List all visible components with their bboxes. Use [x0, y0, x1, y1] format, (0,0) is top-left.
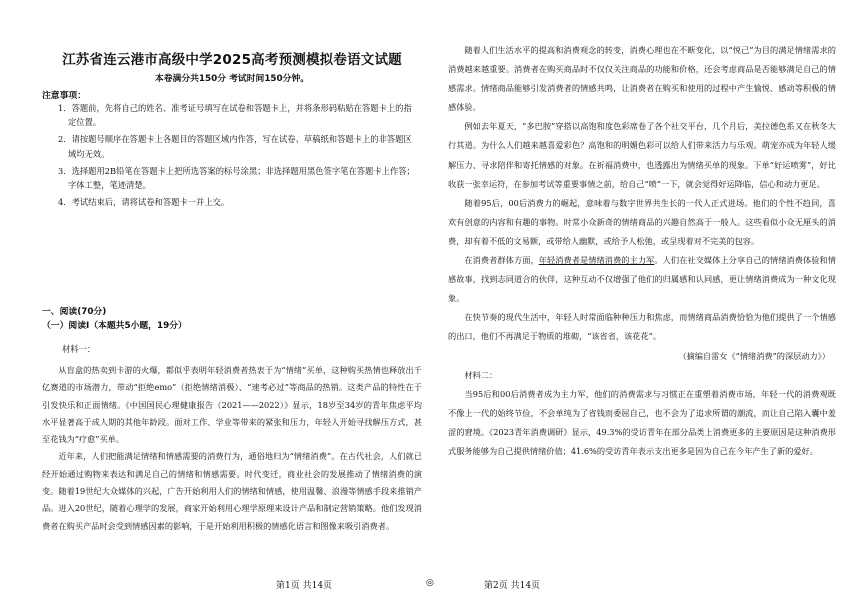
note-item: 1．答题前，先将自己的姓名、准考证号填写在试卷和答题卡上，并将条形码粘贴在答题卡上的指定位置。 — [58, 103, 412, 128]
material-label: 材料二： — [464, 369, 498, 380]
underlined-text: 年轻消费者是情绪消费的主力军 — [538, 255, 655, 266]
subsection-heading: （一）阅读Ⅰ（本题共5小题，19分） — [42, 321, 187, 331]
note-item: 2．请按题号顺序在答题卡上各题目的答题区域内作答，写在试卷、草稿纸和答题卡上的非答题区域均无效。 — [58, 134, 412, 159]
notes-heading: 注意事项： — [42, 91, 86, 101]
paragraph: 在快节奏的现代生活中，年轻人时常面临种种压力和焦虑，而情绪商品消费恰恰为他们提供了一个情感的出口，他们不再满足于物质的堆砌，“该省省，该花花”。 — [448, 312, 836, 342]
page-title: 江苏省连云港市高级中学2025高考预测模拟卷语文试题 — [62, 52, 402, 68]
paragraph: 例如去年夏天，“多巴胺”穿搭以高饱和度色彩席卷了各个社交平台，几个月后，美拉德色系又在秋冬大行其道。为什么人们越来越喜爱彩色？高饱和的明媚色彩可以给人们带来活力与乐观。萌宠亦成为年轻人缓解压力、寻求陪伴和寄托情感的对象。在祈福消费中，也透露出为情绪买单的现象。下单“好运喷雾”，好比收获一张幸运符，在参加考试等重要事情之前，给自己“喷”一下，就会觉得好运降临，信心和动力更足。 — [448, 121, 836, 189]
paragraph: 随着人们生活水平的提高和消费观念的转变，消费心理也在不断变化，以“悦己”为目的满足情绪需求的消费越来越重要。消费者在购买商品时不仅仅关注商品的功能和价格，还会考虑商品是否能够满足自己的情感需求。情绪商品能够引发消费者的情感共鸣，让消费者在购买和使用的过程中产生愉悦、感动等积极的情感体验。 — [448, 45, 836, 113]
page-number-left: 第1页 共14页 — [276, 581, 333, 591]
material-label: 材料一： — [62, 344, 96, 354]
exam-info: 本卷满分共150分 考试时间150分钟。 — [154, 74, 310, 84]
source-citation: （摘编自雷女《“情绪消费”的深层动力》） — [678, 350, 830, 361]
paragraph: 随着95后，00后消费力的崛起，意味着与数字世界共生长的一代人正式进场。他们的个性不趋同，喜欢有创意的内容和有趣的事物。时常小众新奇的情绪商品的兴趣自然高于一般人。这些看似小众无厘头的消费，却有着不低的文易额，或带给人幽默，或给予人松弛，或呈现着对不完美的包容。 — [448, 197, 836, 246]
text-run: 。人们在社交媒体上分享自己的情绪消费体验和情感故事，找到志同道合的伙伴，这种互动不仅增强了他们的归属感和认同感，更让情绪消费成为一种文化现象。 — [448, 255, 836, 304]
note-item: 3．选择题用2B铅笔在答题卡上把所选答案的标号涂黑；非选择题用黑色签字笔在答题卡上作答；字体工整，笔迹清楚。 — [58, 165, 415, 191]
paragraph: 从盲盒的热卖到卡游的火爆，都似乎表明年轻消费者热衷于为“情绪”买单，这种购买热情也释放出千亿赛道的市场潜力，带动“拒绝emo”（拒绝情绪消极）、“速考必过”等商品的热销。这类产品的特性在于引发快乐和正面情绪。《中国国民心理健康报告（2021——2022）》显示，18岁至34岁的青年焦虑平均水平显著高于成人期的其他年龄段。面对工作、学业等带来的紧张和压力，年轻人开始寻找解压方式，甚至花钱为“疗愈”买单。 — [42, 365, 422, 445]
paragraph: 当95后和00后消费者成为主力军，他们的消费需求与习惯正在重塑着消费市场，年轻一代的消费观既不像上一代的始终节俭，不会单纯为了省钱而委屈自己，也不会为了追求所谓的潮流，而让自己陷入囊中羞涩的窘境。《2023青年消费调研》显示，49.3%的受访青年在部分品类上消费更多的主要原因是这种消费形式服务能够为自己提供情绪价值；41.6%的受访青年表示支出更多是因为自己在今年产生了新的爱好。 — [448, 388, 836, 456]
page-number-right: 第2页 共14页 — [484, 581, 541, 591]
section-heading: 一、阅读(70分) — [42, 307, 107, 317]
notes-list — [58, 101, 416, 212]
text-run: 在消费者群体方面， — [464, 255, 539, 266]
left-column-text — [42, 362, 422, 535]
center-mark: ◎ — [426, 578, 434, 588]
paragraph: 近年来，人们把能满足情绪和情感需要的消费行为，通俗地归为“情绪消费”。在古代社会，人们就已经开始通过购物来表达和满足自己的情绪和情感需要。时代变迁，商业社会的发展推动了情绪消费的演变。随着19世纪大众媒体的兴起，广告开始利用人们的情绪和情感，使用温馨、浪漫等情感手段来推销产品。进入20世纪，随着心理学的发展，商家开始利用心理学原理来设计产品和制定营销策略。他们发现消费者在购买产品时会受到情感因素的影响，于是开始利用积极的情感化语言和图像来吸引消费者。 — [42, 451, 422, 531]
paragraph — [448, 251, 836, 308]
right-column-text — [448, 41, 836, 461]
note-item: 4．考试结束后，请将试卷和答题卡一并上交。 — [58, 197, 230, 208]
